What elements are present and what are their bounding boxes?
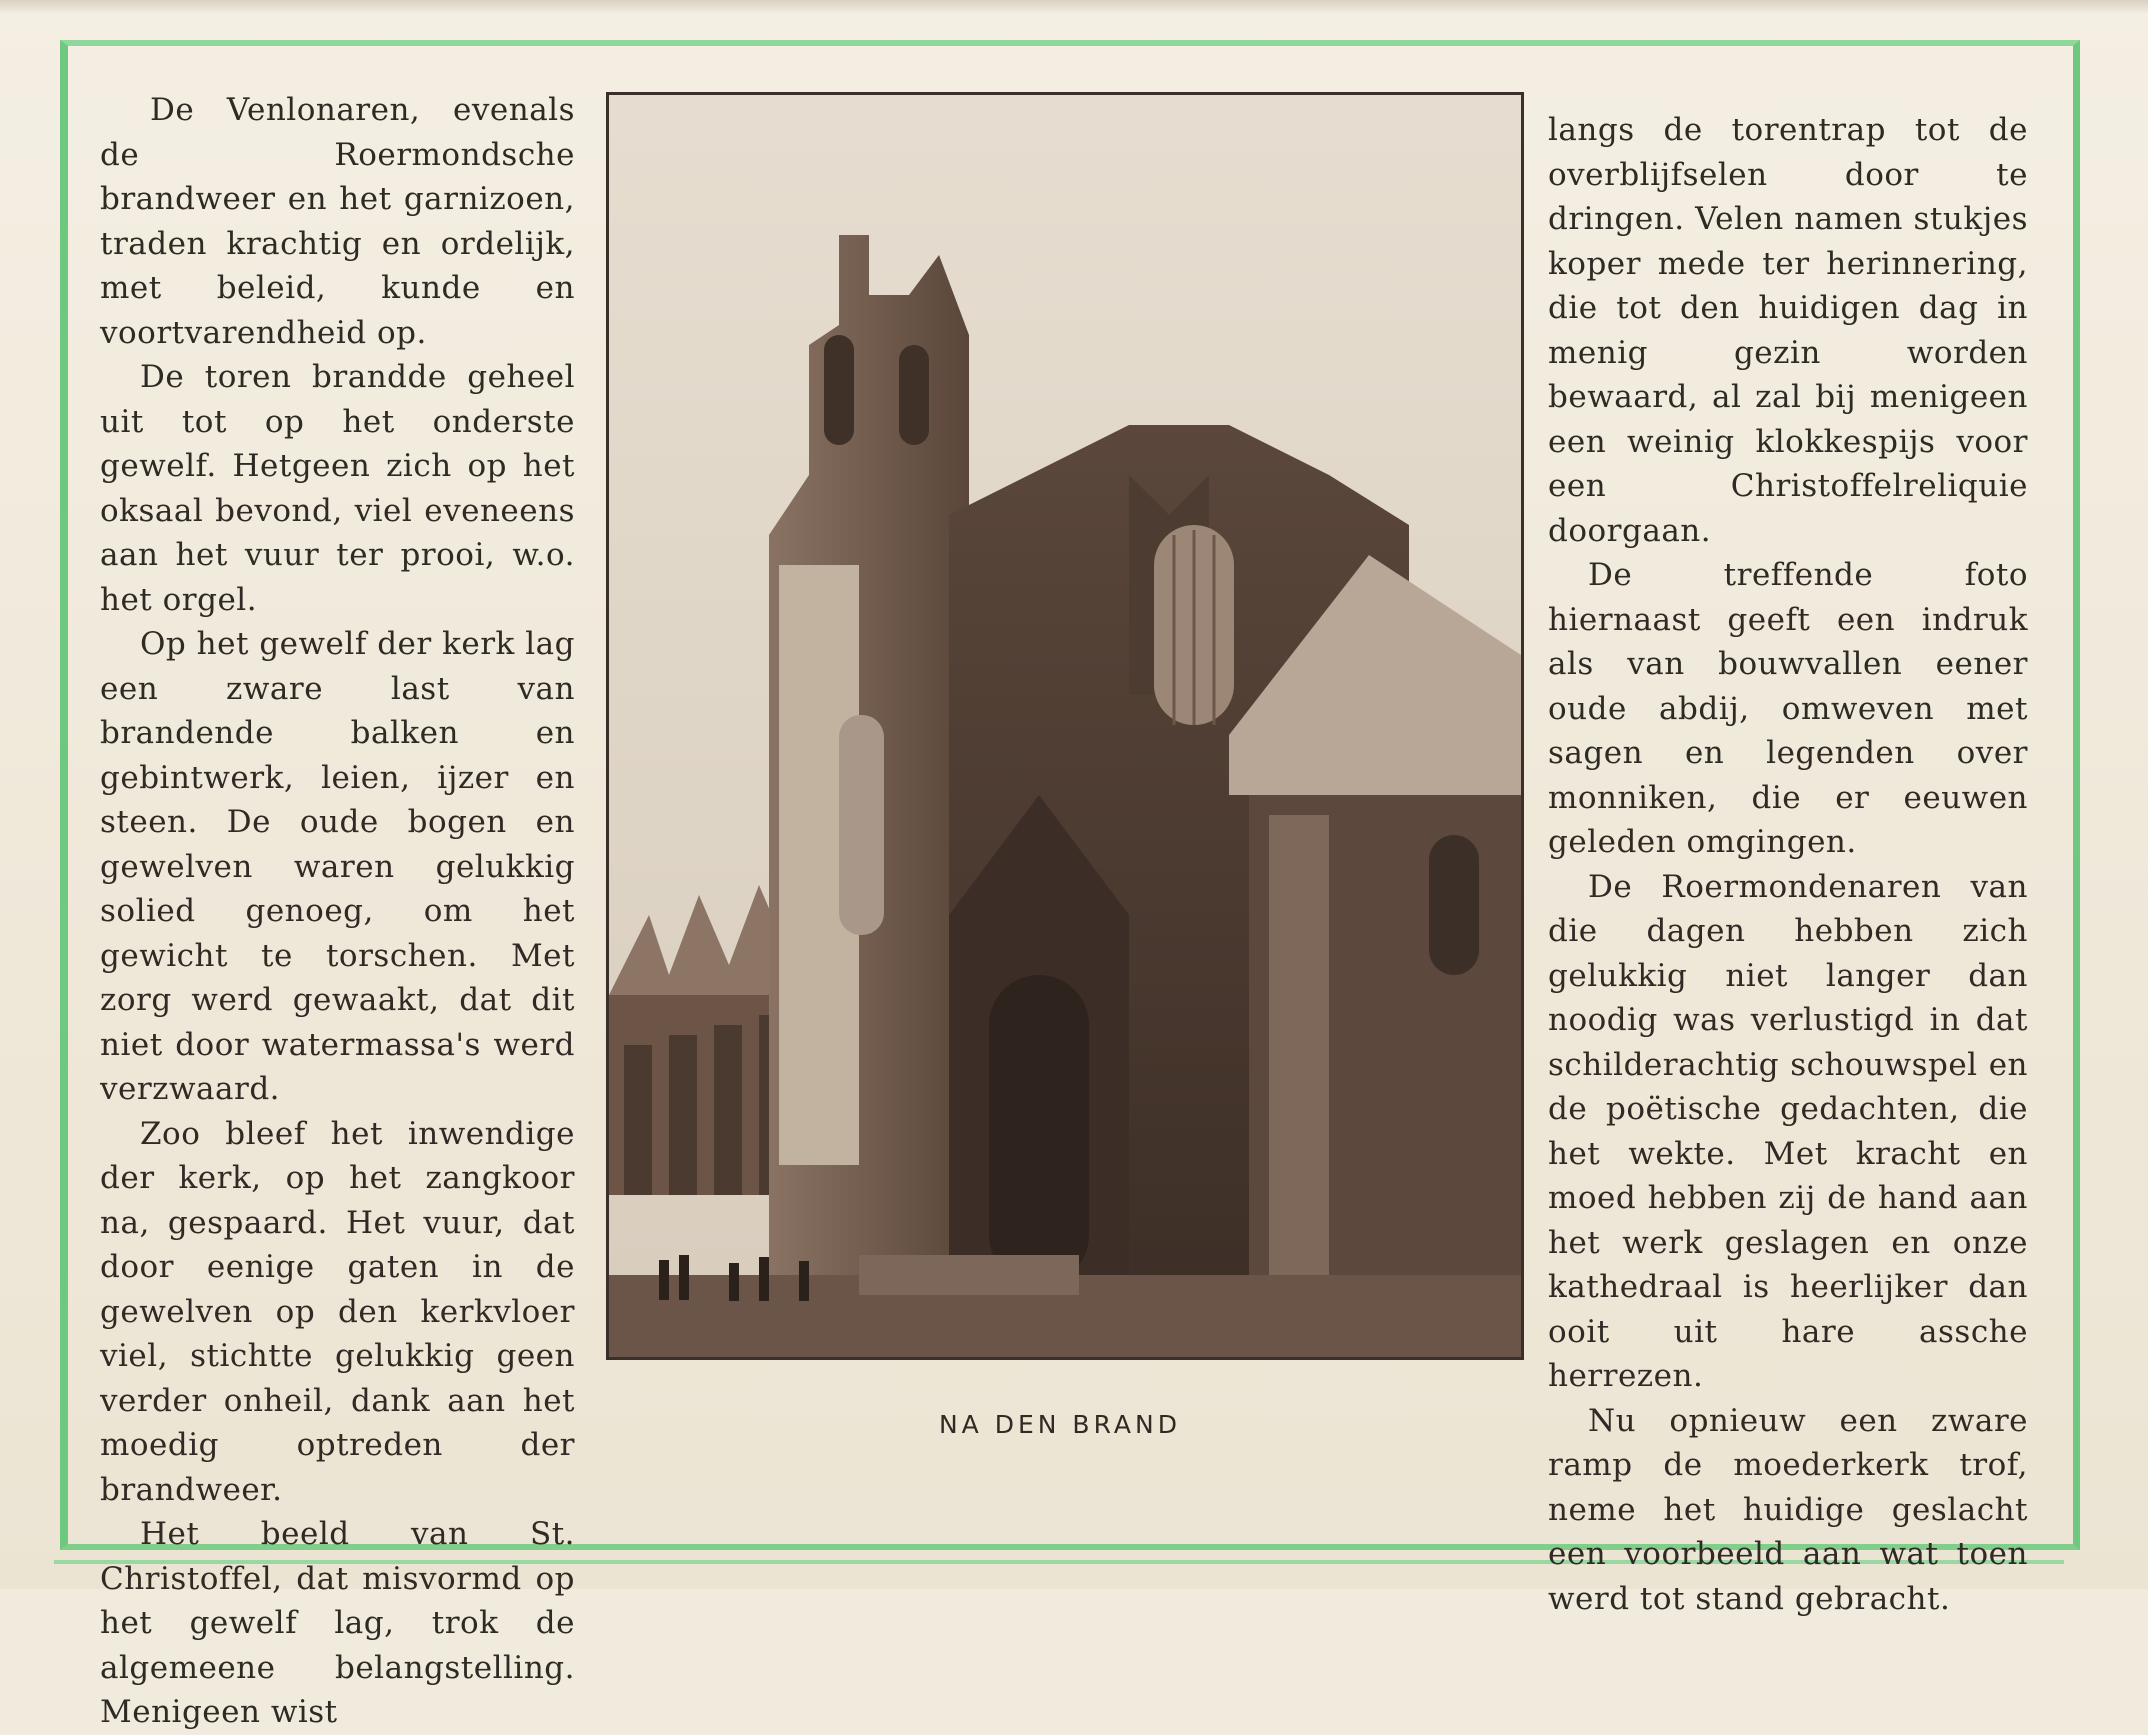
left-paragraph-1: De Venlonaren, evenals de Roermondsche brandweer en het garnizoen, traden krachtig en ordelijk, met beleid, kunde en voortvarendheid op. [100,92,575,351]
church-photo [606,92,1524,1360]
right-text-column [1548,108,2028,1621]
left-paragraph-3: Op het gewelf der kerk lag een zware last van brandende balken en gebintwerk, leien, ijzer en steen. De oude bogen en gewelven waren gelukkig solied genoeg, om het gewicht te torschen. Met zorg werd gewaakt, dat dit niet door watermassa's werd verzwaard. [100,626,575,1107]
church-ruin-illustration [609,95,1521,1357]
right-paragraph-2: De treffende foto hiernaast geeft een indruk als van bouwvallen eener oude abdij, omweven met sagen en legenden over monniken, die er eeuwen geleden omgingen. [1548,557,2028,860]
right-paragraph-1: langs de torentrap tot de overblijfselen door te dringen. Velen namen stukjes koper mede ter herinnering, die tot den huidigen dag in menig gezin worden bewaard, al zal bij menigeen een weinig klokkespijs voor een Christoffelreliquie doorgaan. [1548,112,2028,549]
left-paragraph-5: Het beeld van St. Christoffel, dat misvormd op het gewelf lag, trok de algemeene belangstelling. Menigeen wist [100,1516,575,1730]
left-paragraph-2: De toren brandde geheel uit tot op het onderste gewelf. Hetgeen zich op het oksaal bevond, viel eveneens aan het vuur ter prooi, w.o. het orgel. [100,359,575,618]
photo-caption: NA DEN BRAND [938,1410,1181,1439]
paper-edge [0,0,2148,14]
right-paragraph-3: De Roermondenaren van die dagen hebben zich gelukkig niet langer dan noodig was verlustigd in dat schilderachtig schouwspel en de poëtische gedachten, die het wekte. Met kracht en moed hebben zij de hand aan het werk geslagen en onze kathedraal is heerlijker dan ooit uit hare assche herrezen. [1548,868,2028,1394]
left-text-column [100,88,575,1735]
left-paragraph-4: Zoo bleef het inwendige der kerk, op het zangkoor na, gespaard. Het vuur, dat door eenige gaten in de gewelven op den kerkvloer viel, stichtte gelukkig geen verder onheil, dank aan het moedig optreden der brandweer. [100,1115,575,1508]
right-paragraph-4: Nu opnieuw een zware ramp de moederkerk trof, neme het huidige geslacht een voorbeeld aan wat toen werd tot stand gebracht. [1548,1402,2028,1617]
